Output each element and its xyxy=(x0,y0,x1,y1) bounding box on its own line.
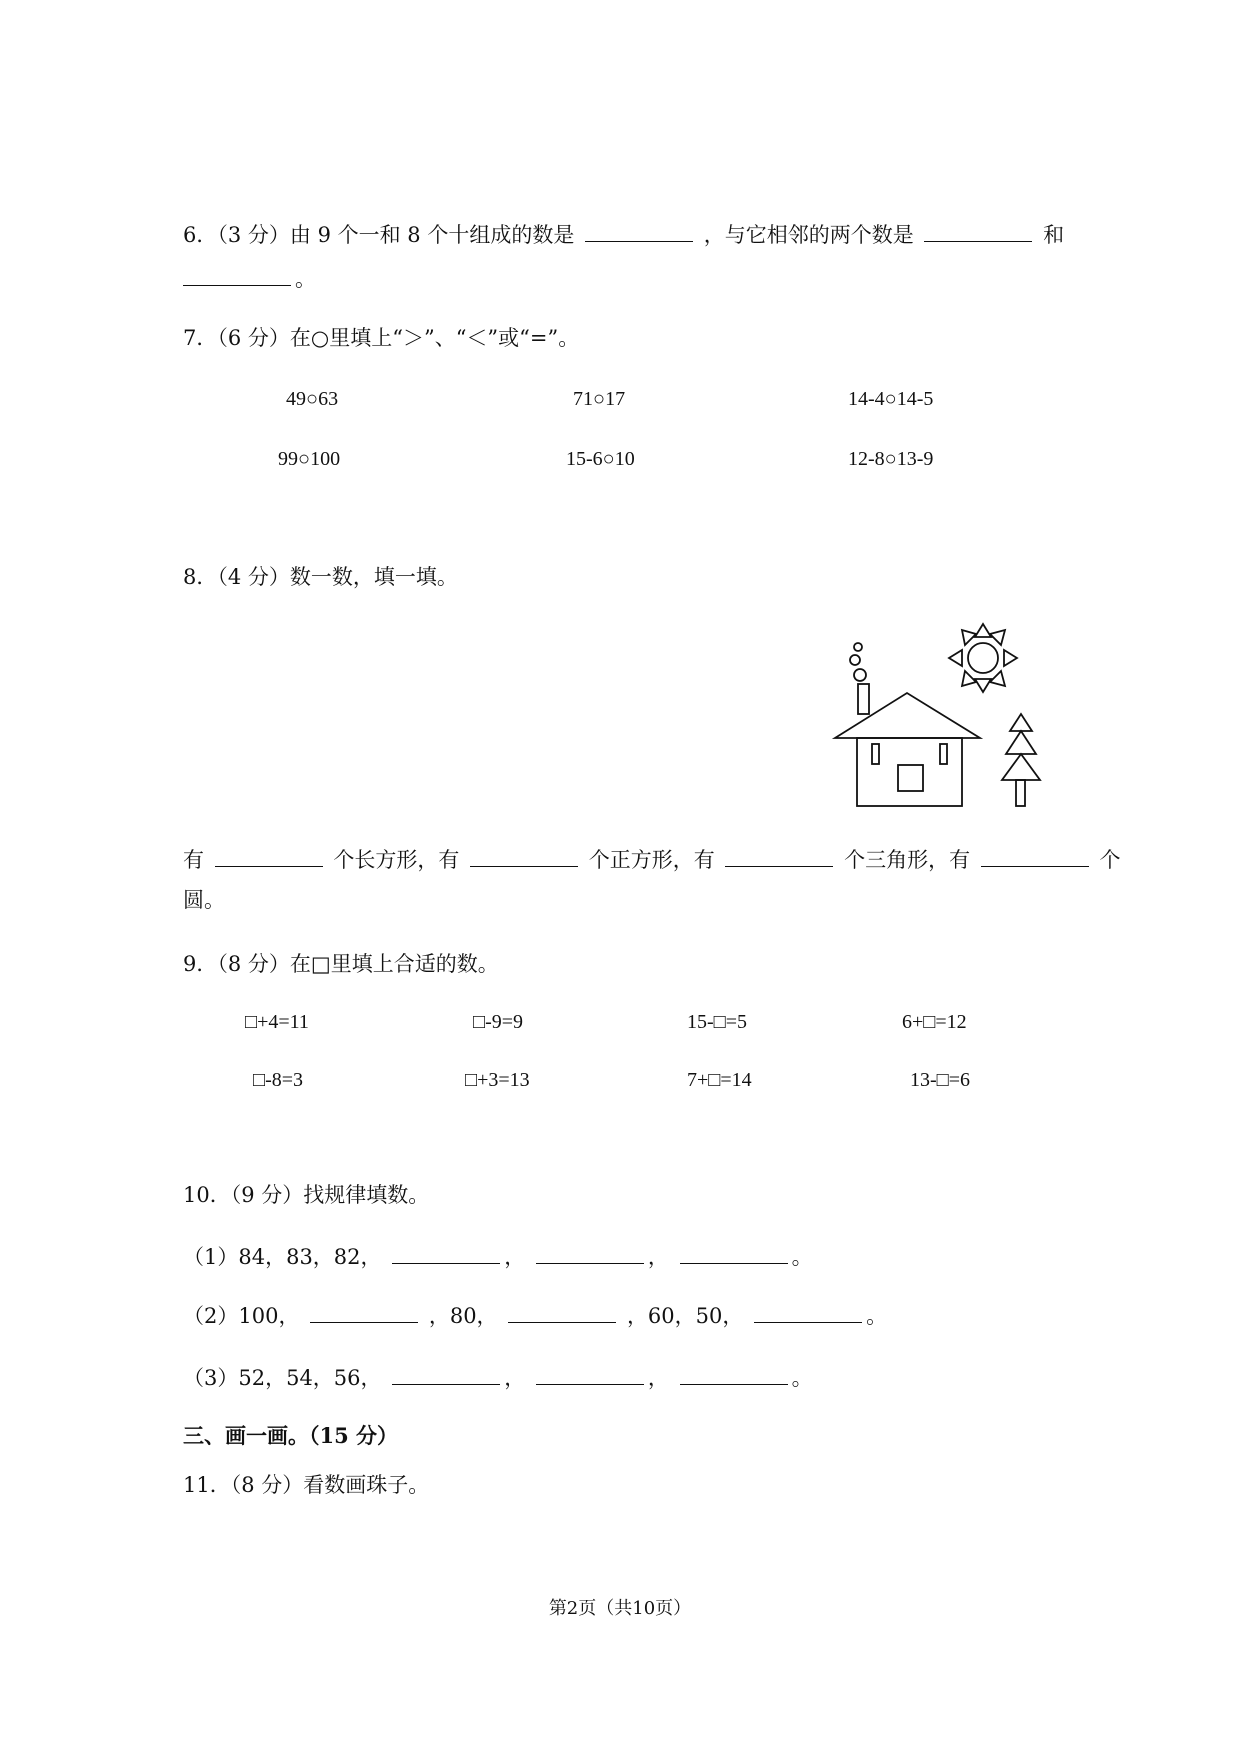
q7-item-2: 71○17 xyxy=(573,388,626,410)
house-roof xyxy=(835,693,980,738)
q10-title: 10．（9 分）找规律填数。 xyxy=(183,1183,430,1207)
q8-text-4: 个三角形，有 xyxy=(844,848,971,872)
q10-r2-blank-2[interactable] xyxy=(508,1302,616,1323)
q10-r1-blank-3[interactable] xyxy=(680,1243,788,1264)
q6-prefix: 6．（3 分）由 9 个一和 8 个十组成的数是 xyxy=(183,223,575,247)
sun-ray-br xyxy=(990,671,1005,686)
q10-row-1 xyxy=(183,1243,813,1271)
q7-item-1: 49○63 xyxy=(286,388,339,410)
q6-mid: ，与它相邻的两个数是 xyxy=(703,223,914,247)
q6-suffix: 和 xyxy=(1043,223,1065,247)
q10-r2-blank-3[interactable] xyxy=(754,1302,862,1323)
q10-r3-blank-1[interactable] xyxy=(392,1364,500,1385)
q10-row-2 xyxy=(183,1302,887,1330)
q9-item-7: 7+□=14 xyxy=(687,1069,752,1091)
q7-item-6: 12-8○13-9 xyxy=(848,448,934,470)
q9-item-2: □-9=9 xyxy=(473,1011,524,1033)
q10-r1-blank-1[interactable] xyxy=(392,1243,500,1264)
house-window-right xyxy=(940,744,947,764)
section-3-heading: 三、画一画。（15 分） xyxy=(183,1423,399,1448)
q8-line2: 圆。 xyxy=(183,888,225,912)
tree-triangle-mid xyxy=(1006,731,1036,754)
q9-title: 9．（8 分）在□里填上合适的数。 xyxy=(183,952,499,976)
q7-item-3: 14-4○14-5 xyxy=(848,388,934,410)
q7-title: 7．（6 分）在○里填上“＞”、“＜”或“=”。 xyxy=(183,326,580,350)
q10-r1-sep-1: ， xyxy=(504,1245,526,1269)
q6-line2 xyxy=(183,265,316,293)
q10-r3-blank-2[interactable] xyxy=(536,1364,644,1385)
q9-item-8: 13-□=6 xyxy=(910,1069,971,1091)
sun-ray-right xyxy=(1004,650,1017,666)
q10-r2-mid-2: ，60，50， xyxy=(626,1304,744,1328)
smoke-circle-mid xyxy=(850,655,860,665)
q6-blank-2[interactable] xyxy=(924,221,1032,242)
sun-ray-tr xyxy=(990,630,1005,645)
q8-title: 8．（4 分）数一数，填一填。 xyxy=(183,565,458,589)
q9-item-3: 15-□=5 xyxy=(687,1011,748,1033)
q10-r3-prefix: （3）52，54，56， xyxy=(183,1366,382,1390)
q9-item-1: □+4=11 xyxy=(245,1011,309,1033)
q7-item-4: 99○100 xyxy=(278,448,341,470)
q6-blank-1[interactable] xyxy=(585,221,693,242)
q9-item-5: □-8=3 xyxy=(253,1069,304,1091)
q8-text-5: 个 xyxy=(1099,848,1121,872)
tree-triangle-bottom xyxy=(1002,754,1040,780)
q10-r1-prefix: （1）84，83，82， xyxy=(183,1245,382,1269)
smoke-circle-small xyxy=(854,643,862,651)
q8-text-1: 有 xyxy=(183,848,204,872)
q8-line1 xyxy=(183,846,1121,874)
sun-ray-bottom xyxy=(975,679,991,692)
q10-row-3 xyxy=(183,1364,813,1392)
q6-end: 。 xyxy=(295,267,316,291)
q10-r3-end: 。 xyxy=(791,1366,813,1390)
q8-blank-rect[interactable] xyxy=(215,846,323,867)
house-window-left xyxy=(872,744,879,764)
sun-circle xyxy=(968,643,998,673)
q8-text-2: 个长方形，有 xyxy=(333,848,460,872)
q8-blank-square[interactable] xyxy=(470,846,578,867)
q6-line1 xyxy=(183,221,1064,249)
q10-r2-blank-1[interactable] xyxy=(310,1302,418,1323)
page-footer: 第2页（共10页） xyxy=(548,1598,692,1619)
tree-trunk xyxy=(1016,780,1025,806)
q10-r3-sep-2: ， xyxy=(647,1366,669,1390)
q10-r1-end: 。 xyxy=(791,1245,813,1269)
sun-ray-top xyxy=(975,624,991,637)
q10-r1-sep-2: ， xyxy=(647,1245,669,1269)
q10-r1-blank-2[interactable] xyxy=(536,1243,644,1264)
q8-text-3: 个正方形，有 xyxy=(588,848,715,872)
q9-item-6: □+3=13 xyxy=(465,1069,530,1091)
q9-item-4: 6+□=12 xyxy=(902,1011,967,1033)
q10-r2-end: 。 xyxy=(866,1304,888,1328)
q8-blank-circle[interactable] xyxy=(981,846,1089,867)
q10-r3-blank-3[interactable] xyxy=(680,1364,788,1385)
q8-blank-triangle[interactable] xyxy=(725,846,833,867)
house-sun-tree-figure xyxy=(825,620,1065,820)
sun-ray-left xyxy=(949,650,962,666)
chimney xyxy=(858,684,869,714)
q10-r3-sep-1: ， xyxy=(504,1366,526,1390)
tree-triangle-top xyxy=(1010,714,1032,731)
q11-title: 11．（8 分）看数画珠子。 xyxy=(183,1473,430,1497)
q10-r2-prefix: （2）100， xyxy=(183,1304,300,1328)
q7-item-5: 15-6○10 xyxy=(566,448,635,470)
q6-blank-3[interactable] xyxy=(183,265,291,286)
house-door xyxy=(898,765,923,791)
smoke-circle-large xyxy=(854,669,866,681)
q10-r2-mid-1: ，80， xyxy=(428,1304,498,1328)
